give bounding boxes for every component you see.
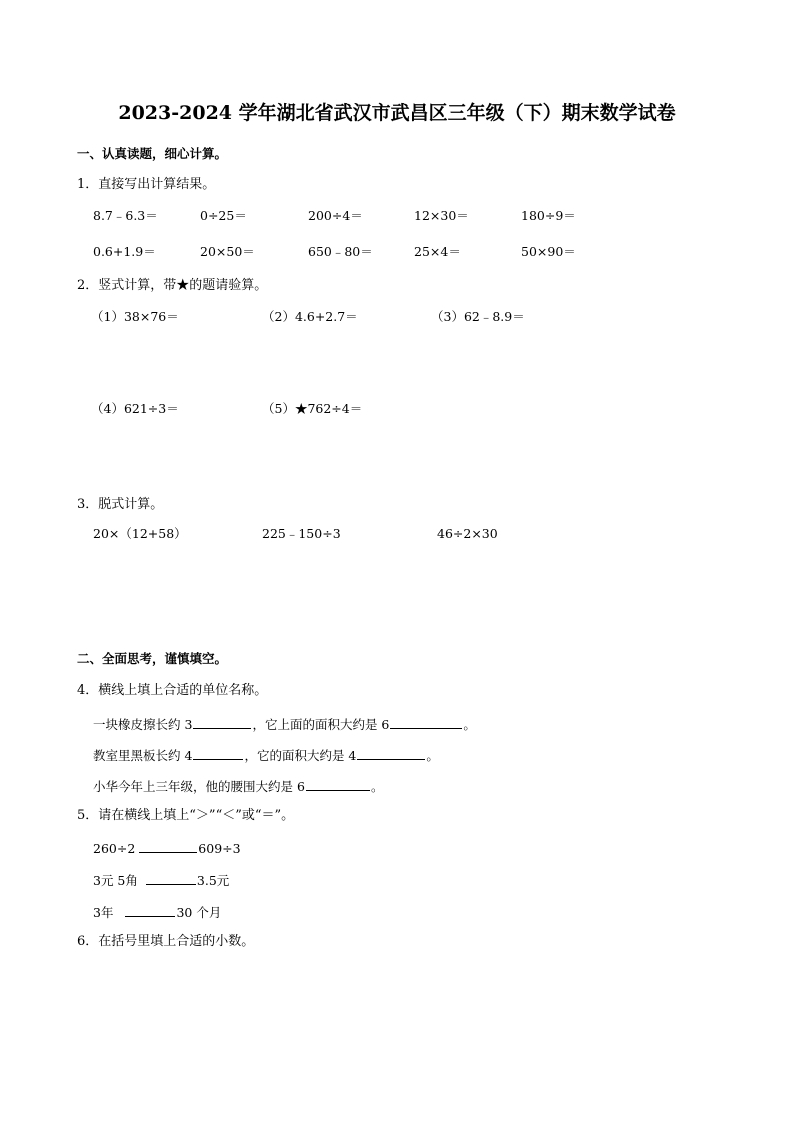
q1-item: 25×4＝ [414, 244, 461, 259]
q1-item: 180÷9＝ [521, 208, 576, 223]
q4-text: 教室里黑板长约 4 [93, 748, 193, 763]
q2-item: （3）62﹣8.9＝ [431, 309, 525, 324]
q1-item: 20×50＝ [200, 244, 255, 259]
q1-item: 200÷4＝ [308, 208, 363, 223]
q4-text: 一块橡皮擦长约 3 [93, 717, 193, 732]
q4-text: 。 [370, 779, 384, 794]
compare-blank[interactable] [125, 904, 175, 917]
answer-blank[interactable] [306, 778, 370, 791]
q3-item: 20×（12+58） [93, 526, 187, 541]
question-1-label: 1．直接写出计算结果。 [77, 177, 216, 192]
q2-item: （4）621÷3＝ [91, 401, 179, 416]
compare-blank[interactable] [139, 840, 197, 853]
q3-item: 225﹣150÷3 [262, 526, 341, 541]
question-5-label: 5．请在横线上填上“＞”“＜”或“＝”。 [77, 808, 295, 823]
question-2-label: 2．竖式计算，带★的题请验算。 [77, 278, 268, 293]
q4-line-3 [93, 778, 383, 794]
q5-left: 3元 5角 [93, 873, 138, 888]
question-3-label: 3．脱式计算。 [77, 497, 164, 512]
q2-item: （2）4.6+2.7＝ [262, 309, 358, 324]
compare-blank[interactable] [146, 872, 196, 885]
question-4-label: 4．横线上填上合适的单位名称。 [77, 683, 268, 698]
q5-item [93, 872, 229, 888]
q1-item: 0.6+1.9＝ [93, 244, 156, 259]
q4-text: 小华今年上三年级，他的腰围大约是 6 [93, 779, 305, 794]
answer-blank[interactable] [193, 716, 251, 729]
q5-right: 30 个月 [176, 905, 222, 920]
q5-item [93, 904, 221, 920]
q2-item: （5）★762÷4＝ [262, 401, 363, 416]
answer-blank[interactable] [193, 747, 243, 760]
q1-item: 0÷25＝ [200, 208, 247, 223]
q5-right: 3.5元 [196, 873, 230, 888]
q5-item [93, 840, 241, 856]
q3-item: 46÷2×30 [437, 526, 498, 541]
q4-line-1 [93, 716, 476, 732]
q4-text: ，它上面的面积大约是 6 [252, 717, 390, 732]
q1-item: 8.7﹣6.3＝ [93, 208, 158, 223]
exam-title: 2023-2024 学年湖北省武汉市武昌区三年级（下）期末数学试卷 [118, 102, 676, 124]
question-6-label: 6．在括号里填上合适的小数。 [77, 934, 255, 949]
section-2-heading: 二、全面思考，谨慎填空。 [77, 651, 228, 666]
answer-blank[interactable] [357, 747, 425, 760]
q1-item: 650﹣80＝ [308, 244, 373, 259]
q1-item: 50×90＝ [521, 244, 576, 259]
answer-blank[interactable] [390, 716, 462, 729]
q4-text: 。 [426, 748, 439, 763]
q4-text: 。 [463, 717, 476, 732]
q5-right: 609÷3 [198, 841, 241, 856]
q1-item: 12×30＝ [414, 208, 469, 223]
section-1-heading: 一、认真读题，细心计算。 [77, 146, 228, 161]
q4-line-2 [93, 747, 439, 763]
q4-text: ，它的面积大约是 4 [244, 748, 357, 763]
q5-left: 3年 [93, 905, 114, 920]
q2-item: （1）38×76＝ [91, 309, 179, 324]
q5-left: 260÷2 [93, 841, 136, 856]
